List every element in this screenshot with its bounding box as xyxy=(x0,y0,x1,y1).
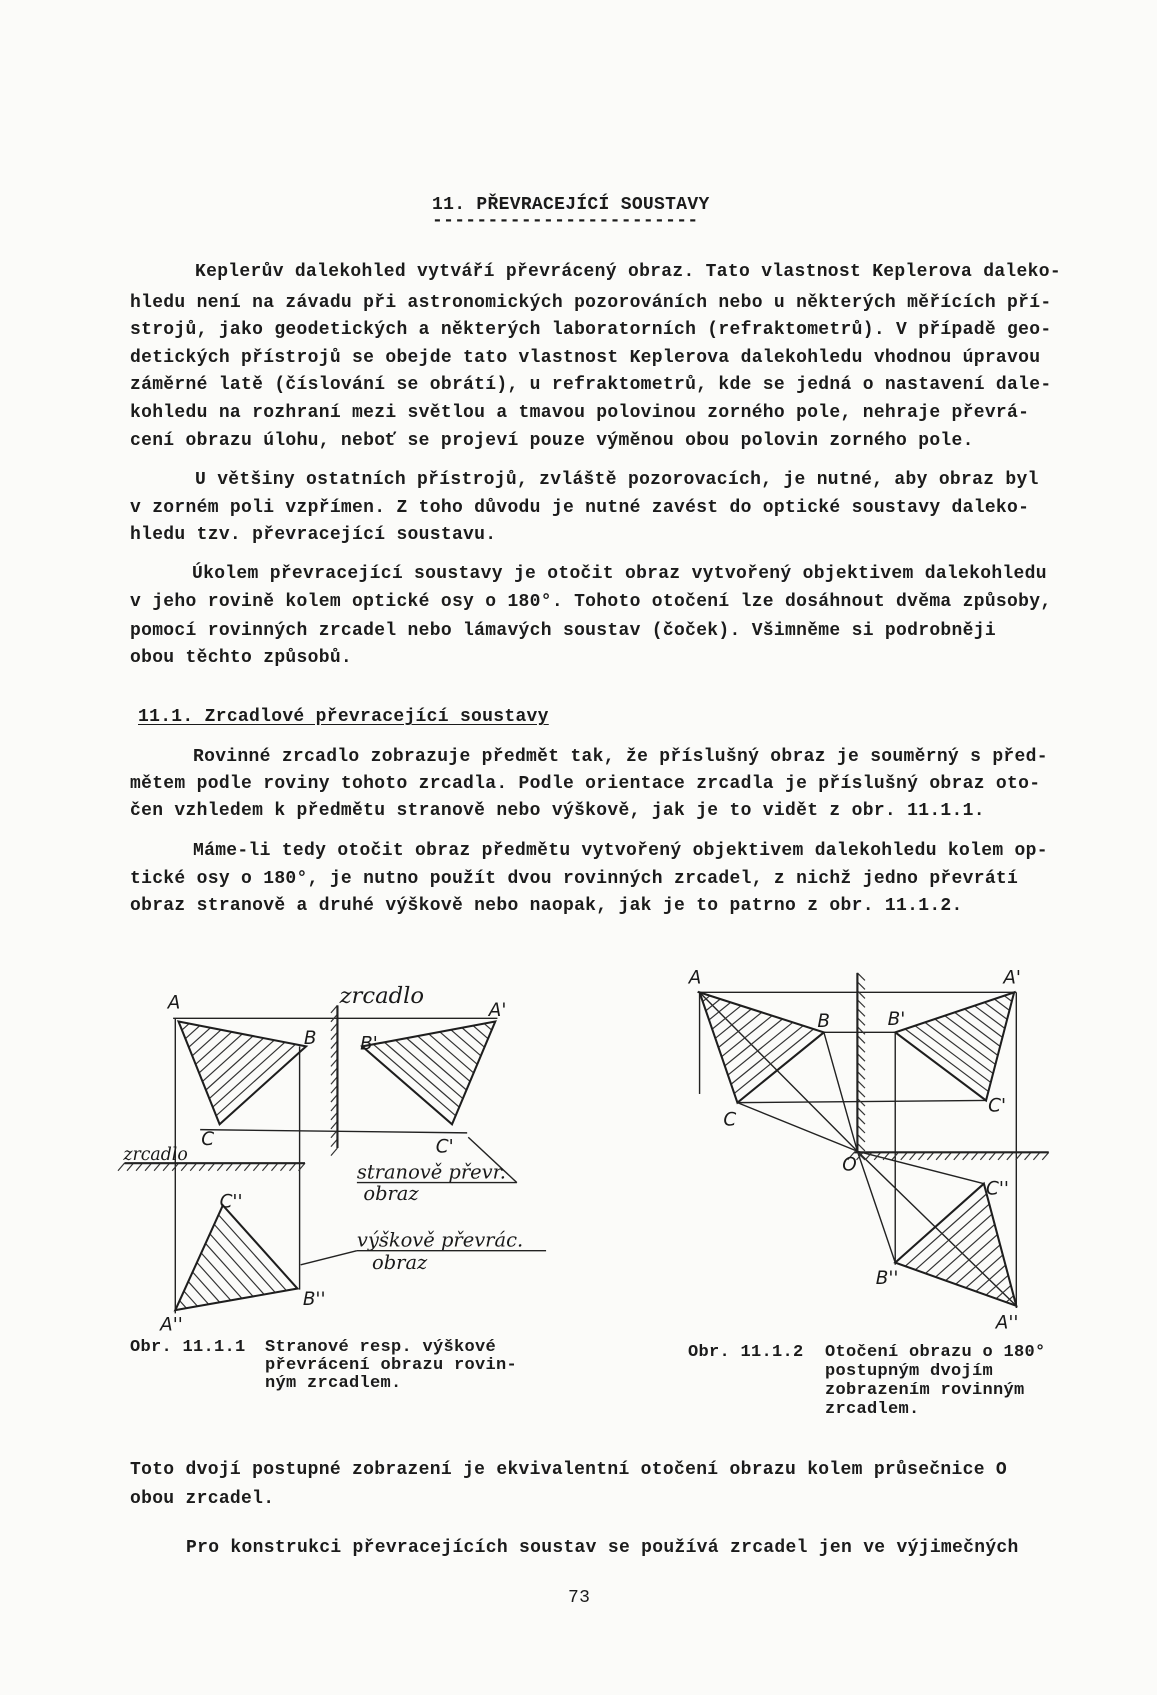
second-mirror-image-triangle xyxy=(895,1184,1016,1306)
hatch-line xyxy=(955,1012,1000,1046)
mirror-hatch-tick xyxy=(857,991,865,999)
hatch-line xyxy=(975,1006,1005,1029)
mirror-hatch-tick xyxy=(331,1050,337,1058)
mirror-hatch-tick xyxy=(331,1014,337,1022)
figure-11-1-2 xyxy=(688,968,1049,1334)
hatch-line xyxy=(451,1030,481,1056)
hatch-line xyxy=(984,1002,1007,1019)
label-b-prime: B' xyxy=(887,1008,906,1030)
label-c-double-prime: C'' xyxy=(219,1191,243,1213)
hatch-line xyxy=(373,1044,455,1115)
mirror-hatch-tick xyxy=(331,1095,337,1103)
label-b-double-prime: B'' xyxy=(875,1268,899,1290)
mirror-hatch-tick xyxy=(145,1163,151,1171)
mirror-hatch-tick xyxy=(918,1152,924,1160)
mirror-hatch-tick xyxy=(857,1000,865,1008)
mirror-hatch-tick xyxy=(226,1163,232,1171)
ray-a-to-o xyxy=(700,992,858,1151)
mirror-hatch-tick xyxy=(980,1152,986,1160)
paragraph-line: pomocí rovinných zrcadel nebo lámavých soustav (čoček). Všimněme si podrobněji xyxy=(130,621,996,641)
paragraph-line: hledu není na závadu při astronomických pozorováních nebo u některých měřících pří- xyxy=(130,293,1052,313)
label-c: C xyxy=(723,1109,737,1131)
hatch-line xyxy=(184,1291,198,1306)
mirror-hatch-tick xyxy=(1033,1152,1039,1160)
hatch-line xyxy=(956,1245,1000,1284)
paragraph-line: kohledu na rozhraní mezi světlou a tmavou polovinou zorného pole, nehraje převrá- xyxy=(130,403,1030,423)
mirror-hatch-tick xyxy=(1007,1152,1013,1160)
chapter-title-rule: ------------------------ xyxy=(432,211,699,231)
mirror-hatch-tick xyxy=(331,1005,337,1013)
paragraph-line: Rovinné zrcadlo zobrazuje předmět tak, že příslušný obraz je souměrný s před- xyxy=(193,747,1048,767)
hatch-line xyxy=(986,1275,1008,1295)
ray-o-to-b-double xyxy=(857,1151,895,1262)
mirror-hatch-tick xyxy=(989,1152,995,1160)
label-a-double-prime: A'' xyxy=(995,1312,1019,1334)
hatch-line xyxy=(213,1042,285,1107)
mirror-hatch-tick xyxy=(331,1041,337,1049)
annotation-pointer xyxy=(301,1251,357,1265)
page-number: 73 xyxy=(568,1588,591,1608)
hatch-line xyxy=(396,1040,463,1098)
side-flipped-triangle xyxy=(362,1022,495,1125)
mirror-hatch-tick xyxy=(331,1112,337,1120)
mirror-hatch-tick xyxy=(901,1152,907,1160)
label-a-prime: A' xyxy=(488,1000,507,1022)
mirror-hatch-tick xyxy=(971,1152,977,1160)
hatch-line xyxy=(462,1028,484,1047)
label-c: C xyxy=(201,1128,215,1150)
hatch-line xyxy=(440,1032,477,1064)
hatch-line xyxy=(199,1034,242,1073)
mirror-hatch-tick xyxy=(217,1163,223,1171)
hatch-line xyxy=(915,1204,989,1270)
mirror-hatch-tick xyxy=(857,1054,865,1062)
mirror-hatch-tick xyxy=(857,1027,865,1035)
label-b: B xyxy=(303,1028,317,1050)
mirror-hatch-tick xyxy=(118,1163,124,1171)
hatch-line xyxy=(715,1009,751,1038)
hatch-line xyxy=(935,1019,996,1064)
paragraph-line: hledu tzv. převracející soustavu. xyxy=(130,525,497,545)
paragraph-line: obou těchto způsobů. xyxy=(130,648,353,668)
mirror-hatch-tick xyxy=(235,1163,241,1171)
hatch-line xyxy=(722,1016,772,1057)
mirror-hatch-tick xyxy=(998,1152,1004,1160)
figure2-caption-line: zrcadlem. xyxy=(825,1400,920,1419)
label-height-flip: výškově převrác. xyxy=(356,1228,524,1252)
mirror-hatch-tick xyxy=(857,1063,865,1071)
paragraph-line: obou zrcadel. xyxy=(130,1489,275,1509)
figure1-caption-line: ným zrcadlem. xyxy=(265,1374,402,1393)
hatch-line xyxy=(905,1029,988,1091)
label-side-flip: stranově převr. xyxy=(356,1160,507,1184)
hatch-line xyxy=(206,1038,264,1090)
hatch-line xyxy=(384,1042,459,1107)
ray-c-to-o xyxy=(737,1103,857,1152)
hatch-line xyxy=(718,1012,761,1047)
paragraph-line: U většiny ostatních přístrojů, zvláště pozorovacích, je nutné, aby obraz byl xyxy=(195,470,1039,490)
mirror-hatch-tick xyxy=(280,1163,286,1171)
mirror-hatch-tick xyxy=(857,1134,865,1142)
paragraph-line: v zorném poli vzpřímen. Z toho důvodu je nutné zavést do optické soustavy daleko- xyxy=(130,498,1030,518)
hatch-line xyxy=(210,1234,264,1295)
label-c-prime: C' xyxy=(435,1136,454,1158)
mirror-hatch-tick xyxy=(136,1163,142,1171)
hatch-line xyxy=(976,1265,1006,1291)
hatch-line xyxy=(484,1024,491,1030)
mirror-hatch-tick xyxy=(857,1152,865,1160)
hatch-line xyxy=(473,1026,488,1039)
hatch-line xyxy=(202,1036,252,1081)
paragraph-line: tické osy o 180°, je nutno použít dvou rovinných zrcadel, z nichž jedno převrátí xyxy=(130,869,1019,889)
paragraph-line: cení obrazu úlohu, neboť se projeví pouze výměnou obou polovin zorného pole. xyxy=(130,431,974,451)
paragraph-line: záměrné latě (číslování se obrátí), u refraktometrů, kde se jedná o nastavení dale- xyxy=(130,375,1052,395)
mirror-hatch-tick xyxy=(857,982,865,990)
label-a-double-prime: A'' xyxy=(160,1314,183,1336)
mirror-hatch-tick xyxy=(910,1152,916,1160)
mirror-hatch-tick xyxy=(163,1163,169,1171)
label-mirror-vertical: zrcadlo xyxy=(339,983,425,1010)
paragraph-line: mětem podle roviny tohoto zrcadla. Podle orientace zrcadla je příslušný obraz oto- xyxy=(130,774,1041,794)
figure-11-1-1 xyxy=(118,983,546,1336)
mirror-hatch-tick xyxy=(857,973,865,981)
mirror-hatch-tick xyxy=(172,1163,178,1171)
figure1-caption-line: převrácení obrazu rovin- xyxy=(265,1356,518,1375)
mirror-hatch-tick xyxy=(181,1163,187,1171)
label-b: B xyxy=(817,1010,831,1032)
chapter-title: 11. PŘEVRACEJÍCÍ SOUSTAVY xyxy=(432,195,710,215)
c-connector-line xyxy=(200,1130,467,1133)
hatch-line xyxy=(193,1272,220,1302)
hatch-line xyxy=(418,1036,470,1081)
mirror-hatch-tick xyxy=(331,1023,337,1031)
figure2-caption-line: Otočení obrazu o 180° xyxy=(825,1343,1046,1362)
hatch-line xyxy=(945,1016,998,1056)
section-heading: 11.1. Zrcadlové převracející soustavy xyxy=(138,707,549,727)
first-mirror-image-triangle xyxy=(895,992,1014,1100)
mirror-hatch-tick xyxy=(857,1152,863,1160)
hatch-line xyxy=(925,1022,993,1073)
label-o: O xyxy=(842,1154,857,1176)
mirror-hatch-tick xyxy=(857,1045,865,1053)
hatch-line xyxy=(996,1285,1011,1298)
hatch-line xyxy=(407,1038,467,1090)
hatch-line xyxy=(703,996,710,1002)
mirror-hatch-tick xyxy=(262,1163,268,1171)
mirror-hatch-tick xyxy=(199,1163,205,1171)
label-a: A xyxy=(167,992,181,1014)
mirror-hatch-tick xyxy=(289,1163,295,1171)
mirror-hatch-tick xyxy=(331,1068,337,1076)
mirror-hatch-tick xyxy=(892,1152,898,1160)
mirror-hatch-tick xyxy=(945,1152,951,1160)
mirror-hatch-tick xyxy=(299,1163,305,1171)
mirror-hatch-tick xyxy=(190,1163,196,1171)
hatch-line xyxy=(709,1002,731,1020)
hatch-line xyxy=(180,1301,187,1309)
mirror-hatch-tick xyxy=(883,1152,889,1160)
mirror-hatch-tick xyxy=(857,1090,865,1098)
paragraph-line: Pro konstrukci převracejících soustav se používá zrcadel jen ve výjimečných xyxy=(186,1538,1019,1558)
label-a-prime: A' xyxy=(1003,967,1021,989)
figure1-caption-number: Obr. 11.1.1 xyxy=(130,1338,246,1357)
hatch-line xyxy=(706,999,720,1011)
hatch-line xyxy=(201,1253,242,1298)
hatch-line xyxy=(731,1026,803,1085)
label-c-prime: C' xyxy=(988,1095,1007,1117)
mirror-hatch-tick xyxy=(331,1130,337,1138)
paragraph-line: obraz stranově a druhé výškově nebo naopak, jak je to patrno z obr. 11.1.2. xyxy=(130,896,963,916)
hatch-line xyxy=(905,1194,986,1266)
hatch-line xyxy=(192,1030,221,1056)
paragraph-line: strojů, jako geodetických a některých laboratorních (refraktometrů). V případě geo- xyxy=(130,320,1052,340)
mirror-hatch-tick xyxy=(331,1077,337,1085)
label-b-double-prime: B'' xyxy=(302,1288,326,1310)
mirror-hatch-tick xyxy=(857,1116,865,1124)
paragraph-line: v jeho rovině kolem optické osy o 180°. Tohoto otočení lze dosáhnout dvěma způsoby, xyxy=(130,592,1052,612)
hatch-line xyxy=(429,1034,474,1073)
mirror-hatch-tick xyxy=(154,1163,160,1171)
hatch-line xyxy=(182,1024,189,1030)
hatch-line xyxy=(216,1044,295,1115)
paragraph-line: Úkolem převracející soustavy je otočit obraz vytvořený objektivem dalekohledu xyxy=(192,564,1047,584)
paragraph-line: Toto dvojí postupné zobrazení je ekvivalentní otočení obrazu kolem průsečnice O xyxy=(130,1460,1008,1480)
hatch-line xyxy=(209,1040,274,1098)
mirror-hatch-tick xyxy=(936,1152,942,1160)
ray-o-to-c-double xyxy=(857,1151,983,1183)
paragraph-line: detických přístrojů se obejde tato vlastnost Keplerova dalekohledu vhodnou úpravou xyxy=(130,348,1041,368)
mirror-hatch-tick xyxy=(857,1107,865,1115)
object-triangle-abc xyxy=(700,992,824,1102)
hatch-line xyxy=(219,1215,287,1291)
label-side-flip-image: obraz xyxy=(363,1181,419,1205)
paragraph-line: Máme-li tedy otočit obraz předmětu vytvořený objektivem dalekohledu kolem op- xyxy=(193,841,1048,861)
mirror-hatch-tick xyxy=(865,1152,871,1160)
mirror-hatch-tick xyxy=(954,1152,960,1160)
mirror-hatch-tick xyxy=(1042,1152,1048,1160)
hatch-line xyxy=(994,999,1009,1010)
hatch-line xyxy=(196,1032,232,1064)
mirror-hatch-tick xyxy=(331,1121,337,1129)
ray-b-to-o xyxy=(824,1032,858,1151)
mirror-hatch-tick xyxy=(331,1148,337,1156)
mirror-hatch-tick xyxy=(857,1099,865,1107)
label-height-flip-image: obraz xyxy=(372,1251,428,1275)
figure2-caption-line: postupným dvojím xyxy=(825,1362,994,1381)
figure2-caption-line: zobrazením rovinným xyxy=(825,1381,1025,1400)
hatch-line xyxy=(915,1026,991,1083)
hatch-line xyxy=(712,1006,741,1029)
object-triangle-abc xyxy=(179,1022,307,1125)
hatch-line xyxy=(189,1028,211,1047)
hatch-line xyxy=(1004,996,1012,1002)
annotation-pointer xyxy=(468,1137,517,1182)
mirror-hatch-tick xyxy=(857,1018,865,1026)
ray-o-to-a-double xyxy=(857,1151,1016,1306)
mirror-hatch-tick xyxy=(874,1152,880,1160)
hatch-line xyxy=(197,1263,231,1301)
mirror-hatch-tick xyxy=(857,1036,865,1044)
mirror-hatch-tick xyxy=(857,1009,865,1017)
mirror-hatch-tick xyxy=(857,1081,865,1089)
paragraph-line: čen vzhledem k předmětu stranově nebo výškově, jak je to vidět z obr. 11.1.1. xyxy=(130,801,985,821)
mirror-hatch-tick xyxy=(857,1072,865,1080)
hatch-line xyxy=(1006,1296,1013,1303)
mirror-hatch-tick xyxy=(1025,1152,1031,1160)
hatch-line xyxy=(728,1022,793,1075)
mirror-hatch-tick xyxy=(331,1139,337,1147)
mirror-hatch-tick xyxy=(857,1125,865,1133)
mirror-hatch-tick xyxy=(331,1032,337,1040)
hatch-line xyxy=(734,1029,813,1093)
mirror-hatch-tick xyxy=(848,1152,854,1160)
hatch-line xyxy=(214,1224,275,1292)
mirror-hatch-tick xyxy=(127,1163,133,1171)
hatch-line xyxy=(946,1235,998,1281)
hatch-line xyxy=(185,1026,199,1039)
c-connector-line xyxy=(737,1100,986,1102)
label-a: A xyxy=(688,967,702,989)
label-b-prime: B' xyxy=(360,1033,378,1055)
hatch-line xyxy=(188,1282,208,1305)
mirror-hatch-tick xyxy=(244,1163,250,1171)
mirror-hatch-tick xyxy=(331,1059,337,1067)
mirror-hatch-tick xyxy=(927,1152,933,1160)
label-mirror-horizontal: zrcadlo xyxy=(123,1144,188,1165)
hatch-line xyxy=(725,1019,783,1066)
figure1-caption-line: Stranové resp. výškové xyxy=(265,1338,497,1357)
hatch-line xyxy=(936,1224,995,1277)
hatch-line xyxy=(206,1243,253,1296)
paragraph-line: Keplerův dalekohled vytváří převrácený obraz. Tato vlastnost Keplerova daleko- xyxy=(195,262,1061,282)
label-c-double-prime: C'' xyxy=(986,1178,1009,1200)
mirror-hatch-tick xyxy=(253,1163,259,1171)
hatch-line xyxy=(966,1255,1003,1288)
mirror-hatch-tick xyxy=(271,1163,277,1171)
mirror-hatch-tick xyxy=(331,1086,337,1094)
hatch-line xyxy=(925,1214,991,1273)
hatch-line xyxy=(965,1009,1003,1037)
mirror-hatch-tick xyxy=(331,1103,337,1111)
mirror-hatch-tick xyxy=(208,1163,214,1171)
mirror-hatch-tick xyxy=(857,1143,865,1151)
figure2-caption-number: Obr. 11.1.2 xyxy=(688,1343,804,1362)
mirror-hatch-tick xyxy=(963,1152,969,1160)
height-flipped-triangle xyxy=(175,1205,297,1310)
mirror-hatch-tick xyxy=(1016,1152,1022,1160)
